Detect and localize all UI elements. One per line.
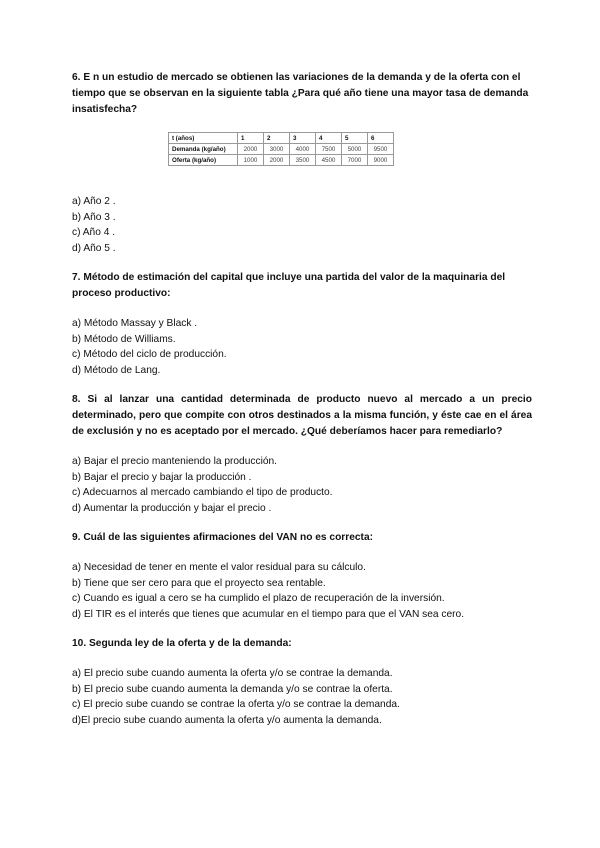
table-cell: 3000 — [264, 144, 290, 155]
option-b: b) El precio sube cuando aumenta la demanda y/o se contrae la oferta. — [72, 683, 393, 695]
option-c: c) Cuando es igual a cero se ha cumplido el plazo de recuperación de la inversión. — [72, 593, 445, 604]
question-8-text: 8. Si al lanzar una cantidad determinada de producto nuevo al mercado a un precio determinado, pero que compite con otros destinados a la misma función, y éste cae en el área de exclusión y no es aceptado por el mercado. ¿Qué deberíamos hacer para remediarlo? — [72, 394, 532, 437]
option-d: d) Aumentar la producción y bajar el precio . — [72, 502, 272, 514]
option-a: a) El precio sube cuando aumenta la oferta y/o se contrae la demanda. — [72, 668, 393, 679]
option-d: d) Año 5 . — [72, 242, 116, 254]
table-header-cell: 3 — [290, 133, 316, 144]
option-a: a) Necesidad de tener en mente el valor residual para su cálculo. — [72, 562, 366, 573]
table-cell: 2000 — [264, 155, 290, 166]
option-d: d)El precio sube cuando aumenta la oferta y/o aumenta la demanda. — [72, 714, 382, 726]
option-a: a) Bajar el precio manteniendo la producción. — [72, 456, 278, 467]
option-b: b) Método de Williams. — [72, 333, 176, 345]
option-b: b) Año 3 . — [72, 211, 116, 223]
table-cell: 7000 — [342, 155, 368, 166]
question-10-options — [72, 666, 532, 728]
table-cell: 4000 — [290, 144, 316, 155]
question-6-options — [72, 194, 532, 256]
table-header-cell: 4 — [316, 133, 342, 144]
question-10-text: 10. Segunda ley de la oferta y de la demanda: — [72, 638, 292, 649]
table-cell: 2000 — [238, 144, 264, 155]
table-header-cell: t (años) — [169, 133, 238, 144]
question-7-options — [72, 316, 532, 378]
table-cell: Oferta (kg/año) — [169, 155, 238, 166]
supply-demand-table — [168, 132, 394, 166]
table-header-cell: 2 — [264, 133, 290, 144]
question-6-text: 6. E n un estudio de mercado se obtienen las variaciones de la demanda y de la oferta con el tiempo que se observan en la siguiente tabla ¿Para qué año tiene una mayor tasa de demanda insatisfecha? — [72, 72, 529, 115]
table-cell: 1000 — [238, 155, 264, 166]
option-b: b) Bajar el precio y bajar la producción . — [72, 471, 252, 483]
table-header-cell: 5 — [342, 133, 368, 144]
table-cell: 9000 — [368, 155, 394, 166]
table-cell: Demanda (kg/año) — [169, 144, 238, 155]
table-row-supply — [169, 155, 394, 166]
table-header-cell: 6 — [368, 133, 394, 144]
option-c: c) Adecuarnos al mercado cambiando el tipo de producto. — [72, 487, 333, 498]
table-cell: 7500 — [316, 144, 342, 155]
table-cell: 9500 — [368, 144, 394, 155]
option-d: d) Método de Lang. — [72, 364, 161, 376]
question-9-options — [72, 560, 532, 622]
table-row-demand — [169, 144, 394, 155]
option-c: c) Método del ciclo de producción. — [72, 349, 227, 360]
option-c: c) El precio sube cuando se contrae la oferta y/o se contrae la demanda. — [72, 699, 400, 710]
table-header-row — [169, 133, 394, 144]
table-cell: 5000 — [342, 144, 368, 155]
table-cell: 3500 — [290, 155, 316, 166]
table-header-cell: 1 — [238, 133, 264, 144]
option-a: a) Método Massay y Black . — [72, 318, 198, 329]
question-8-options — [72, 454, 532, 516]
option-b: b) Tiene que ser cero para que el proyecto sea rentable. — [72, 577, 326, 589]
option-a: a) Año 2 . — [72, 196, 116, 207]
question-7-text: 7. Método de estimación del capital que incluye una partida del valor de la maquinaria del proceso productivo: — [72, 272, 506, 299]
document-page — [72, 70, 532, 728]
option-d: d) El TIR es el interés que tienes que acumular en el tiempo para que el VAN sea cero. — [72, 608, 465, 620]
option-c: c) Año 4 . — [72, 227, 116, 238]
table-cell: 4500 — [316, 155, 342, 166]
question-9-text: 9. Cuál de las siguientes afirmaciones del VAN no es correcta: — [72, 532, 374, 543]
